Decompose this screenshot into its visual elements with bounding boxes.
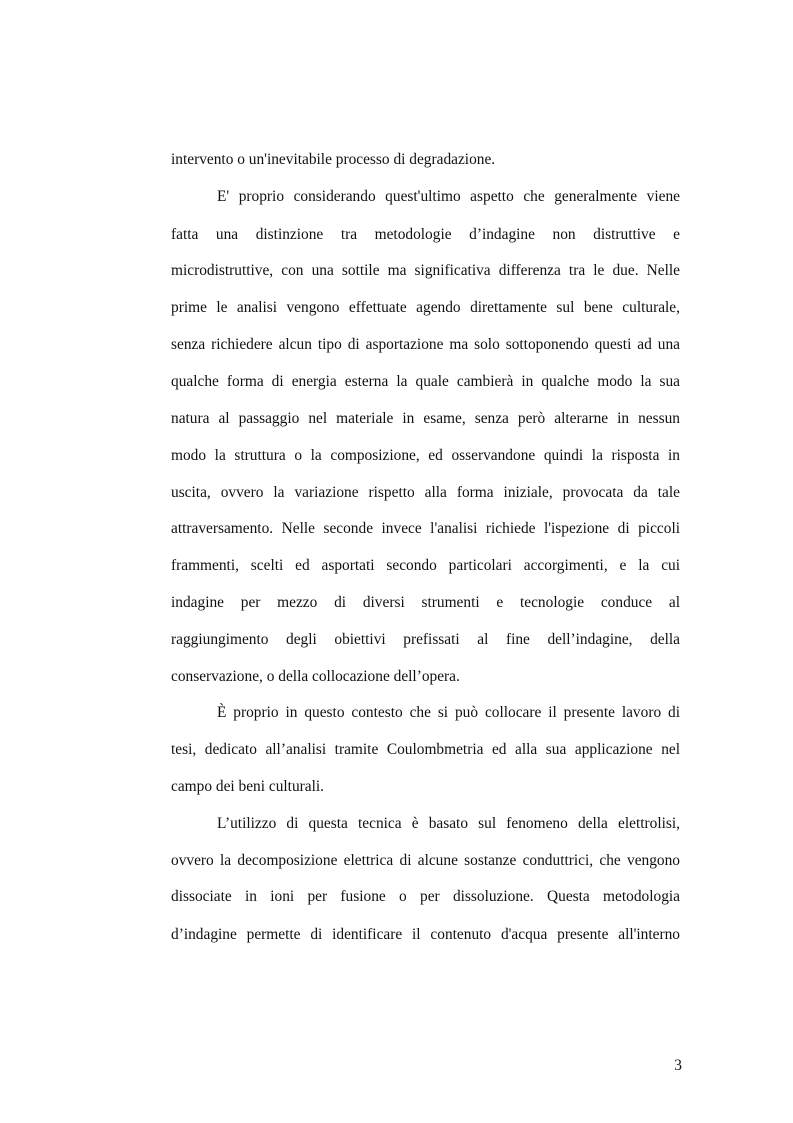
text-line: senza richiedere alcun tipo di asportazione ma solo sottoponendo questi ad una xyxy=(171,336,680,353)
text-line: intervento o un'inevitabile processo di degradazione. xyxy=(171,151,496,168)
text-line: conservazione, o della collocazione dell’opera. xyxy=(171,668,460,685)
paragraph-first-line: L’utilizzo di questa tecnica è basato sul fenomeno della elettrolisi, xyxy=(217,815,680,832)
text-line: d’indagine permette di identificare il contenuto d'acqua presente all'interno xyxy=(171,926,680,943)
text-line: tesi, dedicato all’analisi tramite Coulombmetria ed alla sua applicazione nel xyxy=(171,741,680,758)
text-line: fatta una distinzione tra metodologie d’indagine non distruttive e xyxy=(171,226,680,243)
text-line: microdistruttive, con una sottile ma significativa differenza tra le due. Nelle xyxy=(171,262,680,279)
text-line: uscita, ovvero la variazione rispetto alla forma iniziale, provocata da tale xyxy=(171,484,680,501)
text-line: qualche forma di energia esterna la quale cambierà in qualche modo la sua xyxy=(171,373,680,390)
text-line: raggiungimento degli obiettivi prefissati al fine dell’indagine, della xyxy=(171,631,680,648)
text-line: ovvero la decomposizione elettrica di alcune sostanze conduttrici, che vengono xyxy=(171,852,680,869)
text-line: modo la struttura o la composizione, ed osservandone quindi la risposta in xyxy=(171,447,680,464)
text-line: attraversamento. Nelle seconde invece l'analisi richiede l'ispezione di piccoli xyxy=(171,520,680,537)
paragraph-first-line: È proprio in questo contesto che si può collocare il presente lavoro di xyxy=(217,704,680,721)
page-number: 3 xyxy=(674,1057,682,1074)
paragraph-first-line: E' proprio considerando quest'ultimo aspetto che generalmente viene xyxy=(217,188,680,205)
text-line: dissociate in ioni per fusione o per dissoluzione. Questa metodologia xyxy=(171,888,680,905)
text-line: campo dei beni culturali. xyxy=(171,778,324,795)
text-line: frammenti, scelti ed asportati secondo particolari accorgimenti, e la cui xyxy=(171,557,680,574)
text-line: indagine per mezzo di diversi strumenti e tecnologie conduce al xyxy=(171,594,680,611)
text-line: prime le analisi vengono effettuate agendo direttamente sul bene culturale, xyxy=(171,299,680,316)
text-line: natura al passaggio nel materiale in esame, senza però alterarne in nessun xyxy=(171,410,680,427)
